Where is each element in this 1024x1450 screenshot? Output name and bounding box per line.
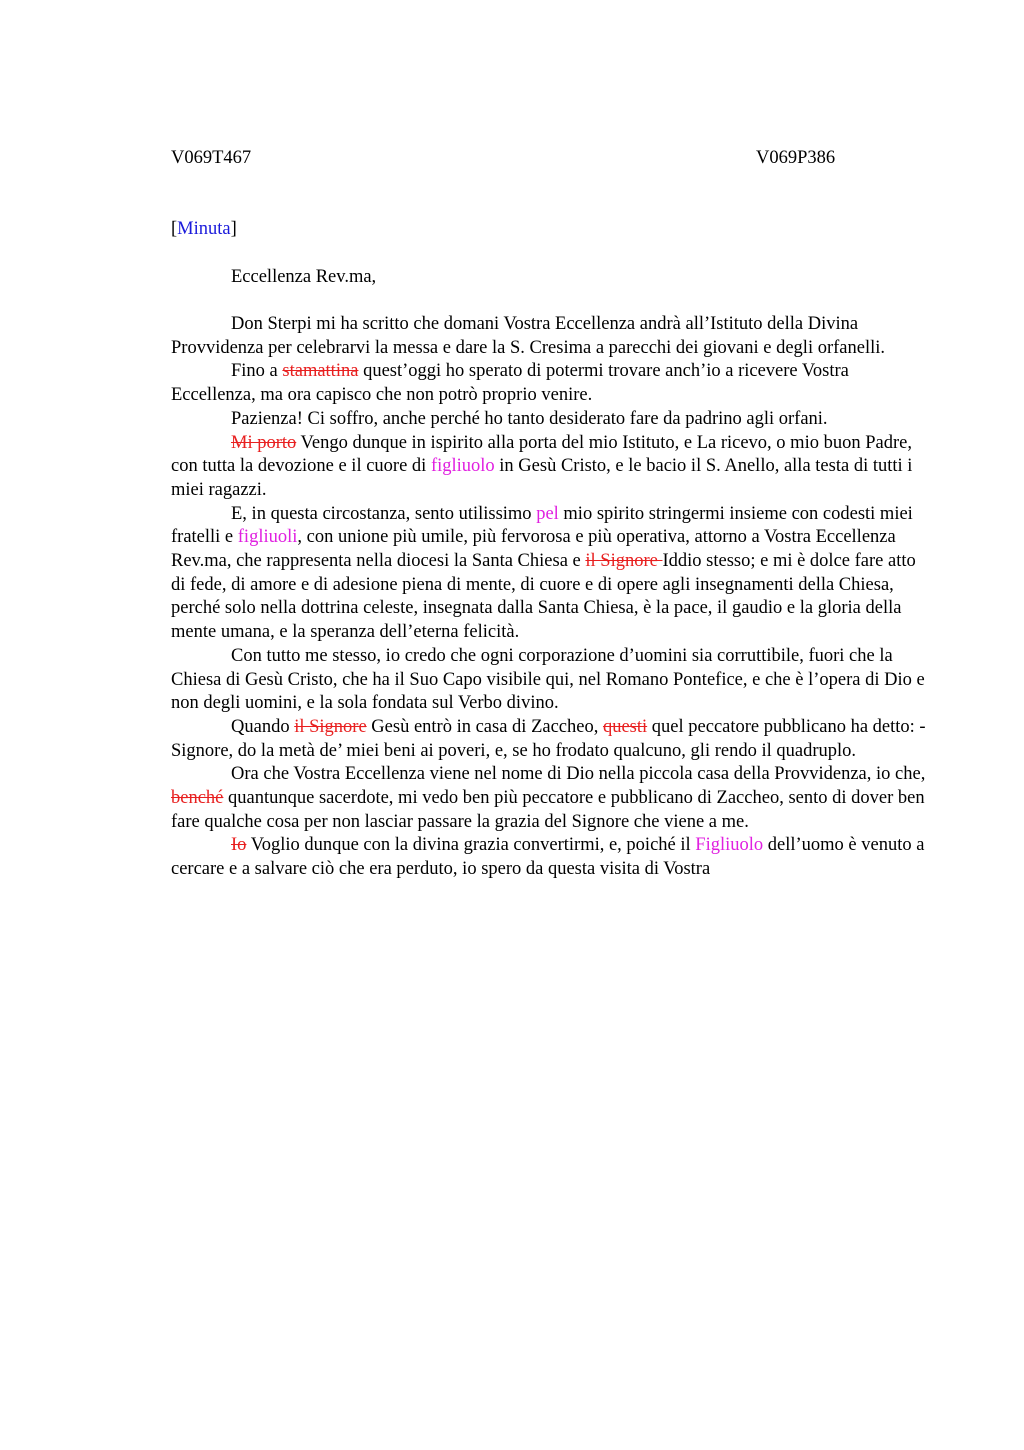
text-segment: Iddio stesso; e mi è dolce fare atto di fede, di amore e di adesione piena di mente, di cuore e di opere agli insegnamenti della Chiesa, perché solo nella dottrina celeste, insegnata dalla Santa Chiesa, è la pace, il gaudio e la gloria della mente umana, e la speranza dell’eterna felicità.: [171, 551, 916, 643]
text-segment: quest’oggi ho sperato di potermi trovare anch’io a ricevere Vostra Eccellenza, ma ora capisco che non potrò proprio venire.: [171, 361, 849, 406]
deleted-text: questi: [602, 716, 648, 737]
salutation: Eccellenza Rev.ma,: [231, 267, 377, 287]
letter-paragraph: [171, 763, 928, 834]
minuta-label: Minuta: [177, 219, 231, 239]
text-segment: quel peccatore pubblicano ha detto: - Signore, do la metà de’ miei beni ai poveri, e, se ho frodato qualcuno, gli rendo il quadruplo.: [171, 716, 926, 761]
variant-text: figliuoli: [237, 527, 298, 548]
letter-paragraph: [171, 834, 928, 881]
variant-text: pel: [536, 503, 559, 524]
letter-paragraph: [171, 313, 928, 360]
text-segment: mio spirito stringermi insieme con codesti miei fratelli e: [171, 503, 913, 548]
deleted-text: il Signore: [585, 551, 663, 572]
deleted-text: benché: [171, 788, 224, 809]
letter-paragraph: [171, 360, 928, 407]
text-segment: Don Sterpi mi ha scritto che domani Vostra Eccellenza andrà all’Istituto della Divina Provvidenza per celebrarvi la messa e dare la S. Cresima a parecchi dei giovani e degli orfanelli.: [171, 314, 886, 358]
text-segment: Con tutto me stesso, io credo che ogni corporazione d’uomini sia corruttibile, fuori che la Chiesa di Gesù Cristo, che ha il Suo Capo visibile qui, nel Romano Pontefice, e che è l’opera di Dio e non degli uomini, e la sola fondata sul Verbo divino.: [171, 645, 925, 714]
variant-text: figliuolo: [430, 456, 495, 477]
document-label: [171, 218, 237, 241]
variant-text: Figliuolo: [695, 835, 764, 856]
bracket-open: [: [171, 219, 178, 239]
deleted-text: il Signore: [294, 716, 367, 737]
letter-paragraph: [171, 645, 928, 716]
text-segment: , con unione più umile, più fervorosa e più operativa, attorno a Vostra Eccellenza Rev.ma, che rappresenta nella diocesi la Santa Chiesa e: [171, 527, 896, 572]
deleted-text: stamattina: [282, 361, 359, 382]
text-segment: Quando: [231, 716, 295, 737]
letter-body: [171, 313, 928, 882]
text-segment: Vengo dunque in ispirito alla porta del mio Istituto, e La ricevo, o mio buon Padre, con tutta la devozione e il cuore di: [171, 432, 912, 477]
letter-paragraph: [171, 716, 928, 763]
text-segment: dell’uomo è venuto a cercare e a salvare ciò che era perduto, io spero da questa visita di Vostra: [171, 835, 925, 880]
bracket-close: ]: [230, 219, 237, 239]
text-segment: E, in questa circostanza, sento utilissimo: [231, 503, 537, 524]
document-code-left: V069T467: [171, 148, 252, 168]
letter-paragraph: [171, 408, 928, 432]
text-segment: Voglio dunque con la divina grazia convertirmi, e, poiché il: [246, 835, 696, 856]
letter-paragraph: [171, 503, 928, 645]
letter-paragraph: [171, 432, 928, 503]
text-segment: quantunque sacerdote, mi vedo ben più peccatore e pubblicano di Zaccheo, sento di dover ben fare qualche cosa per non lasciar passare la grazia del Signore che viene a me.: [171, 788, 925, 832]
text-segment: Gesù entrò in casa di Zaccheo,: [366, 716, 603, 737]
text-segment: Pazienza! Ci soffro, anche perché ho tanto desiderato fare da padrino agli orfani.: [231, 408, 828, 429]
document-code-right: V069P386: [756, 148, 836, 168]
text-segment: in Gesù Cristo, e le bacio il S. Anello, alla testa di tutti i miei ragazzi.: [171, 456, 913, 500]
deleted-text: Io: [231, 835, 247, 856]
text-segment: Ora che Vostra Eccellenza viene nel nome di Dio nella piccola casa della Provvidenza, io che,: [231, 764, 926, 785]
text-segment: Fino a: [231, 361, 283, 382]
deleted-text: Mi porto: [231, 432, 297, 453]
